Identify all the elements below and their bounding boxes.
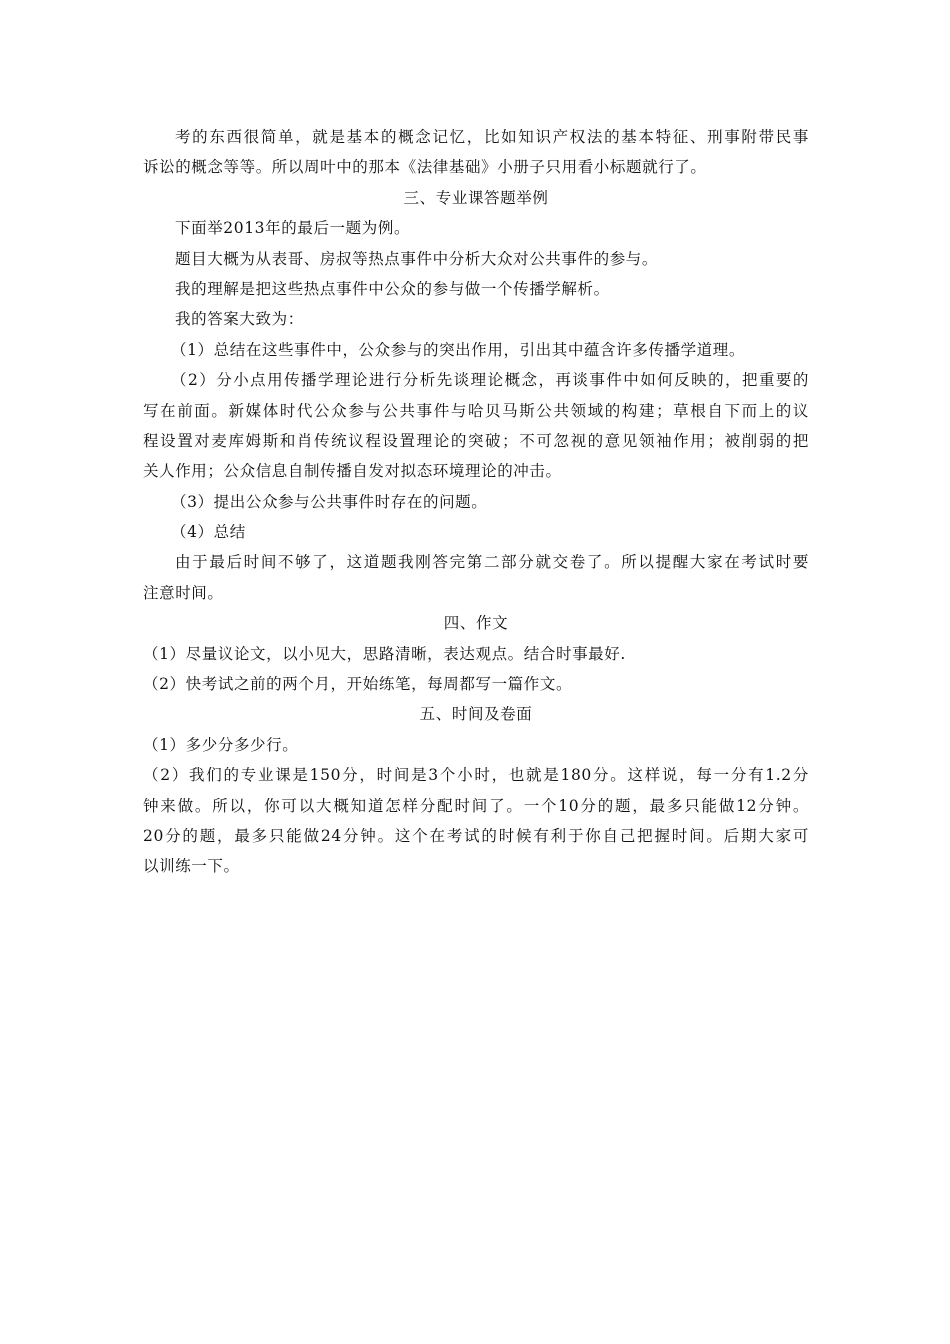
- paragraph-line: 考的东西很简单，就是基本的概念记忆，比如知识产权法的基本特征、刑事附带民事: [175, 128, 809, 146]
- list-item: （4）总结: [171, 523, 246, 542]
- paragraph-line: 以训练一下。: [143, 857, 240, 876]
- section-heading: 四、作文: [443, 614, 509, 633]
- paragraph-line: 题目大概为从表哥、房叔等热点事件中分析大众对公共事件的参与。: [175, 249, 659, 268]
- section-heading: 三、专业课答题举例: [403, 188, 549, 207]
- list-item: （2）我们的专业课是150分，时间是3个小时，也就是180分。这样说，每一分有1.2分: [143, 766, 809, 785]
- paragraph-line: 我的理解是把这些热点事件中公众的参与做一个传播学解析。: [175, 279, 610, 298]
- list-item: （1）总结在这些事件中，公众参与的突出作用，引出其中蕴含许多传播学道理。: [171, 340, 745, 359]
- paragraph-line: 程设置对麦库姆斯和肖传统议程设置理论的突破；不可忽视的意见领袖作用；被削弱的把: [143, 431, 809, 450]
- paragraph-line: 写在前面。新媒体时代公众参与公共事件与哈贝马斯公共领域的构建；草根自下而上的议: [143, 401, 809, 420]
- section-heading: 五、时间及卷面: [419, 705, 533, 724]
- paragraph-line: 由于最后时间不够了，这道题我刚答完第二部分就交卷了。所以提醒大家在考试时要: [175, 553, 809, 572]
- paragraph-line: 关人作用；公众信息自制传播自发对拟态环境理论的冲击。: [143, 462, 562, 481]
- paragraph-line: 钟来做。所以，你可以大概知道怎样分配时间了。一个10分的题，最多只能做12分钟。: [143, 796, 809, 815]
- paragraph-line: 下面举2013年的最后一题为例。: [175, 219, 411, 238]
- paragraph-line: 诉讼的概念等等。所以周叶中的那本《法律基础》小册子只用看小标题就行了。: [143, 158, 707, 177]
- list-item: （1）尽量议论文，以小见大，思路清晰，表达观点。结合时事最好.: [143, 644, 626, 663]
- list-item: （1）多少分多少行。: [143, 735, 299, 754]
- document-body: [143, 122, 809, 882]
- paragraph-line: 我的答案大致为：: [175, 310, 304, 329]
- paragraph-line: 20分的题，最多只能做24分钟。这个在考试的时候有利于你自己把握时间。后期大家可: [143, 826, 809, 845]
- list-item: （2）快考试之前的两个月，开始练笔，每周都写一篇作文。: [143, 675, 573, 694]
- list-item: （2）分小点用传播学理论进行分析先谈理论概念，再谈事件中如何反映的，把重要的: [171, 371, 809, 390]
- list-item: （3）提出公众参与公共事件时存在的问题。: [171, 492, 488, 511]
- paragraph-line: 注意时间。: [143, 583, 224, 602]
